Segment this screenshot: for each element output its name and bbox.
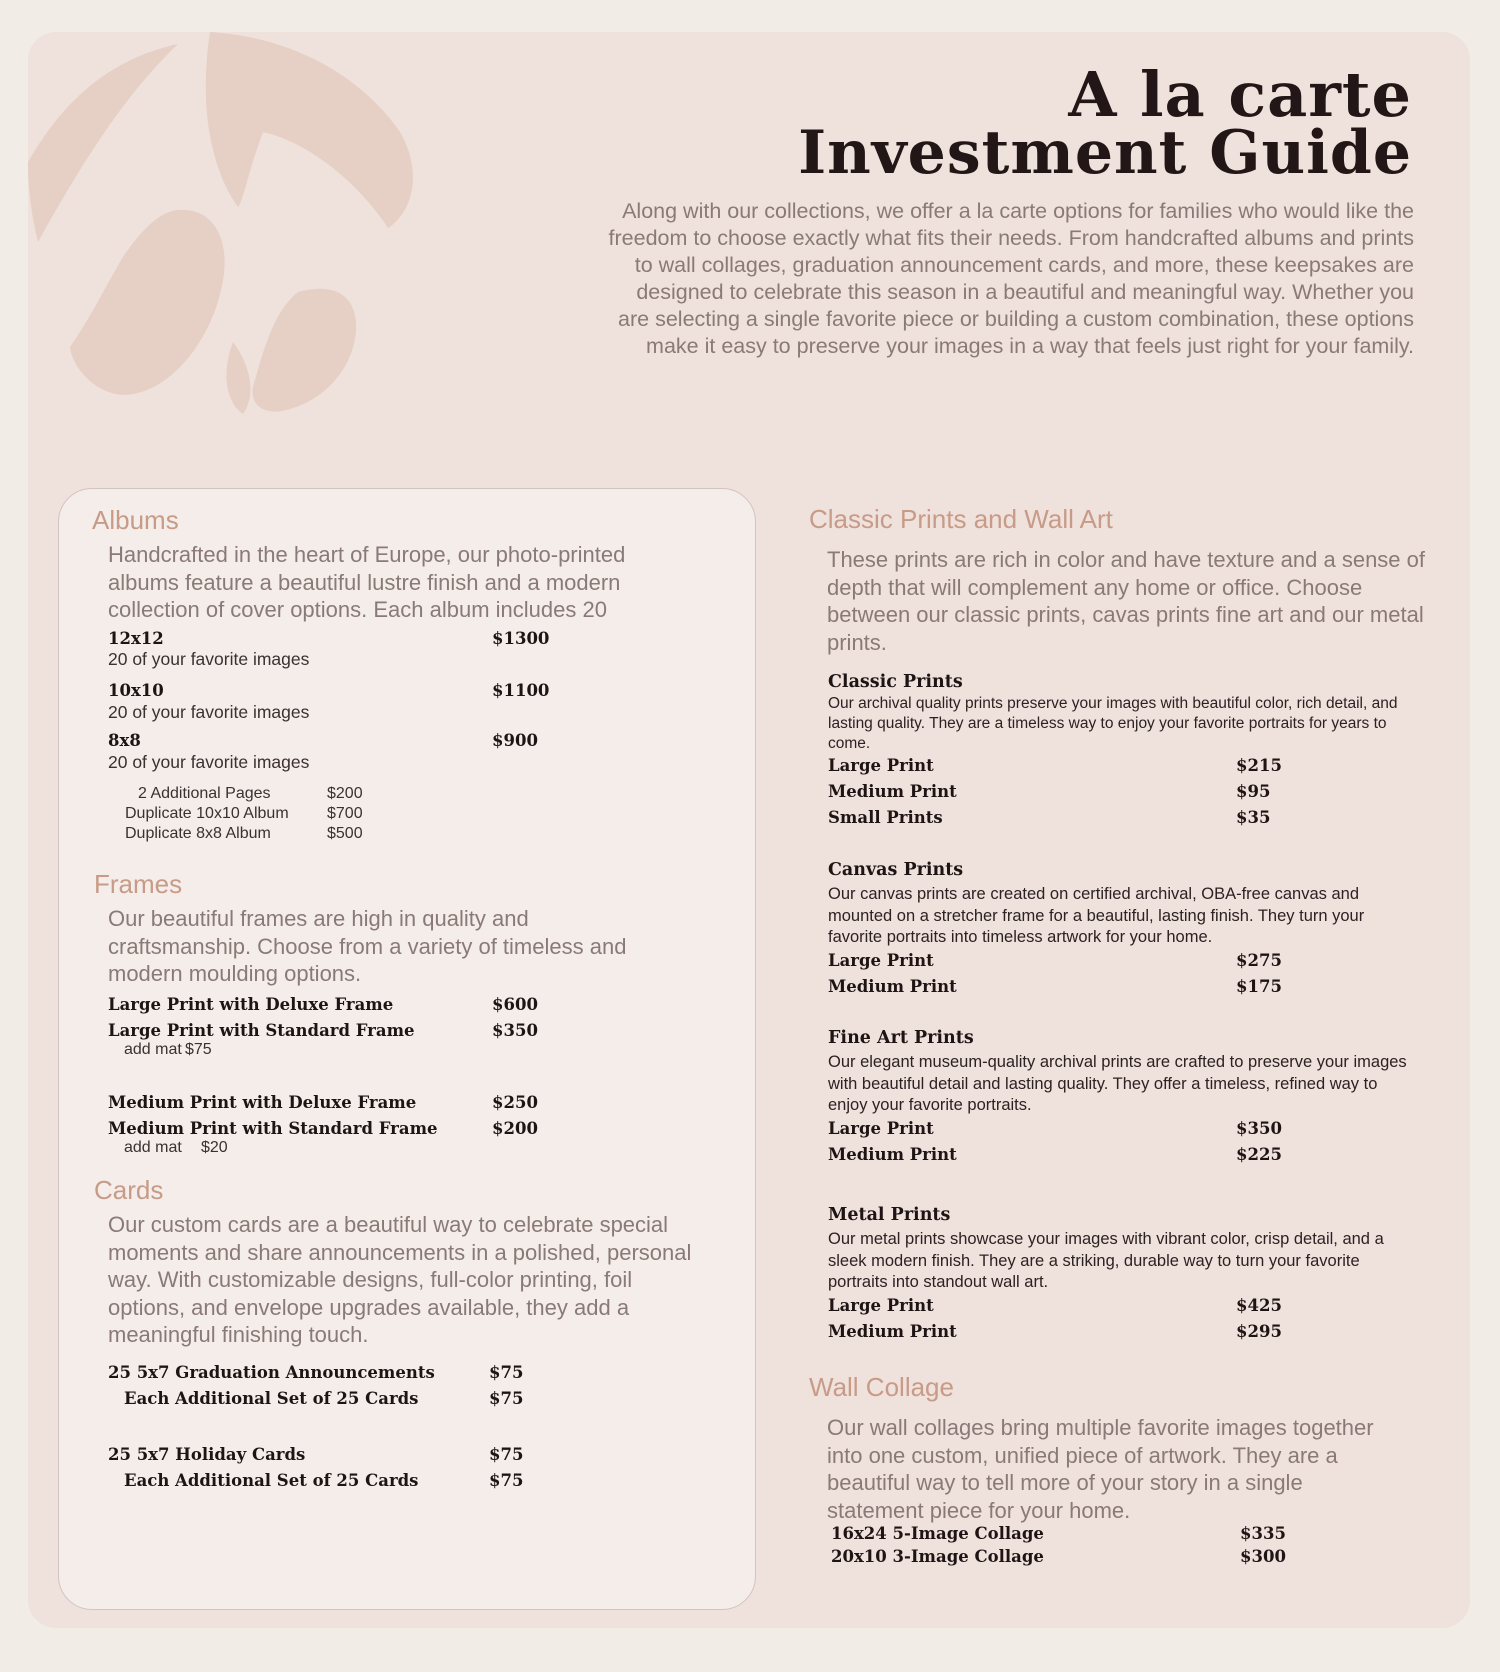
print-item-name: Medium Print bbox=[828, 1322, 957, 1341]
frame-item-name: Medium Print with Standard Frame bbox=[108, 1119, 438, 1138]
mat-addon-price: $75 bbox=[185, 1041, 212, 1058]
frame-item-name: Medium Print with Deluxe Frame bbox=[108, 1093, 417, 1112]
intro-paragraph: Along with our collections, we offer a la carte options for families who would like the freedom to choose exactly what fits their needs. From handcrafted albums and prints to wall collages, graduation announcement cards, and more, these keepsakes are designed to celebrate this season in a beautiful and meaningful way. Whether you are selecting a single favorite piece or building a custom combination, these options make it easy to preserve your images in a way that feels just right for your family. bbox=[608, 199, 1414, 358]
collage-item-price: $300 bbox=[1240, 1547, 1286, 1566]
album-item-subtext: 20 of your favorite images bbox=[108, 752, 310, 772]
card-item-price: $75 bbox=[489, 1445, 524, 1464]
album-item-name: 8x8 bbox=[108, 731, 141, 750]
print-item-price: $95 bbox=[1236, 782, 1271, 801]
print-item-price: $425 bbox=[1236, 1296, 1282, 1315]
decorative-globe-graphic bbox=[28, 32, 448, 452]
frame-item-price: $200 bbox=[492, 1119, 538, 1138]
albums-description: Handcrafted in the heart of Europe, our photo-printed albums feature a beautiful lustre finish and a modern collection of cover options. Each album includes 20 bbox=[108, 542, 626, 622]
print-item-name: Large Print bbox=[828, 756, 934, 775]
frame-item-price: $350 bbox=[492, 1021, 538, 1040]
album-addon-name: Duplicate 8x8 Album bbox=[125, 825, 271, 842]
album-addon-price: $700 bbox=[327, 805, 363, 822]
album-item-subtext: 20 of your favorite images bbox=[108, 702, 310, 722]
album-item-subtext: 20 of your favorite images bbox=[108, 649, 310, 669]
mat-addon-price: $20 bbox=[201, 1139, 228, 1156]
album-item-name: 12x12 bbox=[108, 629, 164, 648]
album-item-price: $900 bbox=[492, 731, 538, 750]
card-item-name: Each Additional Set of 25 Cards bbox=[124, 1471, 419, 1490]
print-group-description: Our archival quality prints preserve your images with beautiful color, rich detail, and lasting quality. They are a timeless way to enjoy your favorite portraits for years to come. bbox=[828, 695, 1398, 752]
frame-item-name: Large Print with Standard Frame bbox=[108, 1021, 415, 1040]
print-group-description: Our canvas prints are created on certified archival, OBA-free canvas and mounted on a stretcher frame for a beautiful, lasting finish. They turn your favorite portraits into timeless artwork for your home. bbox=[828, 885, 1365, 946]
mat-addon-label: add mat bbox=[124, 1041, 182, 1058]
cards-heading: Cards bbox=[94, 1175, 164, 1205]
print-item-name: Large Print bbox=[828, 951, 934, 970]
mat-addon-label: add mat bbox=[124, 1139, 182, 1156]
print-item-price: $275 bbox=[1236, 951, 1282, 970]
page-title bbox=[798, 58, 1412, 188]
card-item-price: $75 bbox=[489, 1389, 524, 1408]
frame-item-name: Large Print with Deluxe Frame bbox=[108, 995, 394, 1014]
albums-heading: Albums bbox=[92, 505, 179, 535]
title-line-1: A la carte bbox=[1068, 58, 1412, 131]
print-item-price: $215 bbox=[1236, 756, 1282, 775]
card-item-name: Each Additional Set of 25 Cards bbox=[124, 1389, 419, 1408]
album-addon-price: $500 bbox=[327, 825, 363, 842]
print-item-name: Large Print bbox=[828, 1119, 934, 1138]
print-item-name: Small Prints bbox=[828, 808, 943, 827]
print-item-name: Medium Print bbox=[828, 1145, 957, 1164]
print-group-title: Fine Art Prints bbox=[828, 1028, 974, 1048]
collage-item-name: 20x10 3-Image Collage bbox=[831, 1547, 1044, 1566]
card-item-name: 25 5x7 Holiday Cards bbox=[108, 1445, 306, 1464]
card-item-price: $75 bbox=[489, 1363, 524, 1382]
frame-item-price: $250 bbox=[492, 1093, 538, 1112]
print-group-title: Canvas Prints bbox=[828, 860, 964, 880]
wall-collage-description: Our wall collages bring multiple favorite images together into one custom, unified piece of artwork. They are a beautiful way to tell more of your story in a single statement piece for your home. bbox=[827, 1415, 1374, 1523]
print-group-description: Our elegant museum-quality archival prints are crafted to preserve your images with beautiful detail and lasting quality. They offer a timeless, refined way to enjoy your favorite portraits. bbox=[828, 1053, 1407, 1114]
wall-collage-heading: Wall Collage bbox=[809, 1372, 954, 1402]
album-addon-price: $200 bbox=[327, 785, 363, 802]
album-item-name: 10x10 bbox=[108, 681, 164, 700]
card-item-price: $75 bbox=[489, 1471, 524, 1490]
print-group-title: Classic Prints bbox=[828, 672, 963, 692]
classic-prints-description: These prints are rich in color and have texture and a sense of depth that will complement any home or office. Choose between our classic prints, cavas prints fine art and our metal prints. bbox=[827, 547, 1426, 655]
cards-description: Our custom cards are a beautiful way to celebrate special moments and share announcements in a polished, personal way. With customizable designs, full-color printing, foil options, and envelope upgrades available, they add a meaningful finishing touch. bbox=[108, 1212, 692, 1347]
print-item-price: $225 bbox=[1236, 1145, 1282, 1164]
classic-prints-heading: Classic Prints and Wall Art bbox=[809, 504, 1113, 534]
guide-card bbox=[28, 32, 1470, 1628]
album-item-price: $1300 bbox=[492, 629, 550, 648]
collage-item-name: 16x24 5-Image Collage bbox=[831, 1524, 1044, 1543]
print-item-name: Large Print bbox=[828, 1296, 934, 1315]
album-addon-name: Duplicate 10x10 Album bbox=[125, 805, 289, 822]
print-group-title: Metal Prints bbox=[828, 1205, 951, 1225]
print-item-price: $350 bbox=[1236, 1119, 1282, 1138]
print-item-price: $35 bbox=[1236, 808, 1271, 827]
title-line-2: Investment Guide bbox=[798, 118, 1412, 188]
left-panel bbox=[58, 488, 756, 1610]
album-addon-name: 2 Additional Pages bbox=[138, 785, 271, 802]
frames-description: Our beautiful frames are high in quality and craftsmanship. Choose from a variety of timeless and modern moulding options. bbox=[108, 906, 627, 986]
frame-item-price: $600 bbox=[492, 995, 538, 1014]
album-item-price: $1100 bbox=[492, 681, 550, 700]
print-item-name: Medium Print bbox=[828, 782, 957, 801]
frames-heading: Frames bbox=[94, 869, 183, 899]
print-group-description: Our metal prints showcase your images with vibrant color, crisp detail, and a sleek modern finish. They are a striking, durable way to turn your favorite portraits into standout wall art. bbox=[828, 1230, 1384, 1291]
print-item-price: $295 bbox=[1236, 1322, 1282, 1341]
card-item-name: 25 5x7 Graduation Announcements bbox=[108, 1363, 435, 1382]
print-item-price: $175 bbox=[1236, 977, 1282, 996]
collage-item-price: $335 bbox=[1240, 1524, 1286, 1543]
print-item-name: Medium Print bbox=[828, 977, 957, 996]
